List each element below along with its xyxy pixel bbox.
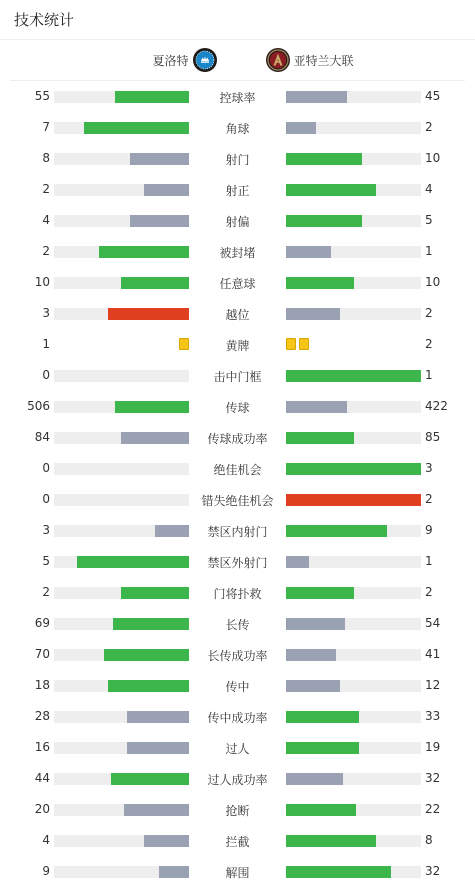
home-stat-bar-fill — [115, 401, 189, 413]
away-stat-bar — [286, 556, 421, 568]
home-stat-value: 18 — [34, 678, 50, 692]
away-stat-value: 54 — [425, 616, 441, 630]
stat-row — [0, 143, 475, 174]
stat-row — [0, 732, 475, 763]
stat-row — [0, 329, 475, 360]
stat-row — [0, 81, 475, 112]
stat-row — [0, 763, 475, 794]
home-stat-bar — [54, 773, 189, 785]
away-stat-bar — [286, 866, 421, 878]
home-stat-bar-fill — [108, 680, 189, 692]
charlotte-fc-logo-icon — [193, 48, 217, 72]
home-stat-value: 10 — [34, 275, 50, 289]
away-stat-value: 422 — [425, 399, 448, 413]
stat-label: 击中门框 — [213, 370, 262, 384]
away-stat-value: 3 — [425, 461, 433, 475]
away-stat-bar-fill — [286, 494, 421, 506]
stat-label: 门将扑救 — [213, 587, 262, 601]
home-stat-bar — [54, 246, 189, 258]
teams-header — [10, 40, 465, 81]
home-stat-bar-fill — [127, 742, 189, 754]
stat-row — [0, 391, 475, 422]
home-stat-bar — [54, 277, 189, 289]
home-stat-bar — [54, 494, 189, 506]
away-stat-bar-fill — [286, 618, 345, 630]
home-stat-bar — [54, 122, 189, 134]
stat-label: 射正 — [225, 184, 250, 198]
away-stat-value: 33 — [425, 709, 441, 723]
home-stat-value: 70 — [34, 647, 50, 661]
stat-row — [0, 236, 475, 267]
home-stat-bar — [54, 804, 189, 816]
away-stat-bar — [286, 587, 421, 599]
home-stat-value: 0 — [42, 461, 50, 475]
home-stat-value: 3 — [42, 306, 50, 320]
home-stat-bar — [54, 711, 189, 723]
home-stat-bar-fill — [130, 153, 189, 165]
home-stat-value: 2 — [42, 244, 50, 258]
away-stat-bar-fill — [286, 308, 340, 320]
yellow-card-icon — [179, 338, 189, 350]
away-stat-bar-fill — [286, 556, 309, 568]
stat-label: 绝佳机会 — [213, 463, 262, 477]
home-stat-bar — [54, 432, 189, 444]
stat-label: 长传成功率 — [207, 649, 268, 663]
away-stat-value: 85 — [425, 430, 441, 444]
away-stat-value: 8 — [425, 833, 433, 847]
home-stat-bar-fill — [84, 122, 189, 134]
home-stat-value: 8 — [42, 151, 50, 165]
home-team-name: 夏洛特 — [152, 53, 189, 68]
away-stat-bar — [286, 463, 421, 475]
away-stat-value: 1 — [425, 368, 433, 382]
home-stat-value: 44 — [34, 771, 50, 785]
home-stat-bar — [54, 308, 189, 320]
away-stat-value: 32 — [425, 864, 441, 878]
stat-row — [0, 205, 475, 236]
home-stat-bar — [54, 153, 189, 165]
home-stat-bar — [54, 587, 189, 599]
home-stat-bar — [54, 618, 189, 630]
stat-row — [0, 360, 475, 391]
home-stat-bar-fill — [104, 649, 189, 661]
away-stat-value: 1 — [425, 244, 433, 258]
atlanta-united-logo-icon — [266, 48, 290, 72]
away-stat-bar-fill — [286, 153, 362, 165]
home-stat-bar-fill — [155, 525, 189, 537]
home-stat-value: 506 — [27, 399, 50, 413]
home-stat-bar-fill — [130, 215, 189, 227]
away-stat-value: 2 — [425, 120, 433, 134]
home-stat-bar — [54, 649, 189, 661]
home-stat-value: 4 — [42, 213, 50, 227]
home-stat-bar — [54, 91, 189, 103]
stat-row — [0, 639, 475, 670]
away-stat-value: 10 — [425, 151, 441, 165]
home-stat-value: 1 — [42, 337, 50, 351]
home-stat-value: 0 — [42, 368, 50, 382]
away-stat-bar-fill — [286, 463, 421, 475]
stat-row — [0, 670, 475, 701]
home-team[interactable] — [152, 48, 216, 72]
yellow-card-icon — [299, 338, 309, 350]
stat-row — [0, 112, 475, 143]
away-stat-value: 45 — [425, 89, 441, 103]
home-stat-value: 69 — [34, 616, 50, 630]
home-stat-bar-fill — [159, 866, 189, 878]
away-stat-bar-fill — [286, 432, 354, 444]
stat-label: 抢断 — [225, 804, 250, 818]
stat-label: 射门 — [225, 153, 250, 167]
away-stat-bar-fill — [286, 122, 316, 134]
stat-row — [0, 577, 475, 608]
home-stat-bar-fill — [99, 246, 189, 258]
home-stat-bar-fill — [144, 835, 189, 847]
home-stat-bar-fill — [111, 773, 189, 785]
away-stat-value: 1 — [425, 554, 433, 568]
away-stat-bar-fill — [286, 649, 336, 661]
away-stat-value: 2 — [425, 306, 433, 320]
away-stat-value: 10 — [425, 275, 441, 289]
home-stat-bar-fill — [77, 556, 189, 568]
away-stat-bar — [286, 742, 421, 754]
stat-row — [0, 546, 475, 577]
away-stat-bar-fill — [286, 370, 421, 382]
away-stat-value: 2 — [425, 492, 433, 506]
away-team[interactable] — [266, 48, 354, 72]
away-stat-bar — [286, 184, 421, 196]
away-stat-bar — [286, 370, 421, 382]
away-stat-value: 12 — [425, 678, 441, 692]
away-stat-bar — [286, 804, 421, 816]
stat-label: 射偏 — [225, 215, 250, 229]
home-stat-bar-fill — [127, 711, 189, 723]
home-stat-value: 2 — [42, 585, 50, 599]
home-stat-bar-fill — [124, 804, 189, 816]
home-stat-value: 28 — [34, 709, 50, 723]
stat-label: 拦截 — [225, 835, 250, 849]
away-stat-value: 5 — [425, 213, 433, 227]
stats-list — [0, 81, 475, 887]
away-stat-value: 41 — [425, 647, 441, 661]
away-stat-bar — [286, 91, 421, 103]
away-stat-value: 4 — [425, 182, 433, 196]
home-stat-bar-fill — [121, 587, 189, 599]
stat-label: 解围 — [225, 866, 250, 880]
away-stat-bar — [286, 835, 421, 847]
home-stat-value: 2 — [42, 182, 50, 196]
stat-label: 传球成功率 — [207, 432, 268, 446]
stat-label: 过人 — [225, 742, 250, 756]
stat-label: 越位 — [225, 308, 250, 322]
away-stat-bar-fill — [286, 711, 359, 723]
away-stat-bar-fill — [286, 525, 387, 537]
away-stat-bar — [286, 680, 421, 692]
home-stat-bar — [54, 370, 189, 382]
section-title: 技术统计 — [0, 0, 475, 40]
stat-label: 传中成功率 — [207, 711, 268, 725]
away-stat-bar — [286, 277, 421, 289]
away-stat-bar-fill — [286, 773, 343, 785]
home-stat-bar — [54, 184, 189, 196]
home-stat-bar-fill — [121, 432, 189, 444]
away-stat-value: 19 — [425, 740, 441, 754]
away-stat-bar — [286, 246, 421, 258]
away-stat-bar — [286, 308, 421, 320]
home-stat-value: 84 — [34, 430, 50, 444]
stat-row — [0, 515, 475, 546]
home-stat-value: 7 — [42, 120, 50, 134]
home-stat-bar-fill — [108, 308, 189, 320]
yellow-card-icon — [286, 338, 296, 350]
home-stat-bar-fill — [115, 91, 189, 103]
away-stat-bar-fill — [286, 866, 391, 878]
home-stat-bar — [54, 525, 189, 537]
away-stat-bar-fill — [286, 680, 340, 692]
away-stat-bar — [286, 215, 421, 227]
away-stat-bar — [286, 494, 421, 506]
home-stat-bar-fill — [121, 277, 189, 289]
home-stat-value: 0 — [42, 492, 50, 506]
stat-row — [0, 453, 475, 484]
away-yellow-cards — [286, 338, 309, 350]
away-stat-bar — [286, 432, 421, 444]
stat-row — [0, 267, 475, 298]
stat-label: 错失绝佳机会 — [201, 494, 274, 508]
home-stat-bar — [54, 680, 189, 692]
away-stat-bar-fill — [286, 742, 359, 754]
away-stat-bar-fill — [286, 215, 362, 227]
away-stat-bar — [286, 153, 421, 165]
home-stat-bar — [54, 742, 189, 754]
away-stat-value: 9 — [425, 523, 433, 537]
stat-row — [0, 825, 475, 856]
stat-label: 控球率 — [219, 91, 256, 105]
stat-label: 角球 — [225, 122, 250, 136]
home-stat-value: 20 — [34, 802, 50, 816]
stat-label: 黄牌 — [225, 339, 250, 353]
away-stat-bar — [286, 401, 421, 413]
away-stat-bar — [286, 122, 421, 134]
away-stat-bar-fill — [286, 804, 356, 816]
stat-label: 传中 — [225, 680, 250, 694]
away-stat-value: 2 — [425, 585, 433, 599]
home-stat-bar-fill — [144, 184, 189, 196]
away-team-name: 亚特兰大联 — [293, 53, 354, 68]
away-stat-value: 32 — [425, 771, 441, 785]
stat-row — [0, 608, 475, 639]
home-stat-bar — [54, 835, 189, 847]
stat-label: 过人成功率 — [207, 773, 268, 787]
away-stat-bar-fill — [286, 184, 376, 196]
stat-row — [0, 701, 475, 732]
stat-row — [0, 422, 475, 453]
stat-row — [0, 174, 475, 205]
home-stat-value: 55 — [34, 89, 50, 103]
home-stat-value: 16 — [34, 740, 50, 754]
away-stat-bar-fill — [286, 91, 347, 103]
away-stat-bar-fill — [286, 277, 354, 289]
home-stat-value: 5 — [42, 554, 50, 568]
home-stat-value: 3 — [42, 523, 50, 537]
away-stat-value: 2 — [425, 337, 433, 351]
away-stat-bar-fill — [286, 246, 331, 258]
home-stat-bar — [54, 463, 189, 475]
stat-label: 禁区外射门 — [207, 556, 268, 570]
stat-label: 禁区内射门 — [207, 525, 268, 539]
stat-row — [0, 794, 475, 825]
stat-row — [0, 484, 475, 515]
away-stat-bar — [286, 649, 421, 661]
stat-label: 传球 — [225, 401, 250, 415]
stat-label: 被封堵 — [219, 246, 256, 260]
home-yellow-cards — [179, 338, 189, 350]
stat-row — [0, 298, 475, 329]
stat-label: 任意球 — [219, 277, 256, 291]
away-stat-value: 22 — [425, 802, 441, 816]
home-stat-bar — [54, 556, 189, 568]
home-stat-bar-fill — [113, 618, 189, 630]
stat-label: 长传 — [225, 618, 250, 632]
home-stat-value: 9 — [42, 864, 50, 878]
home-stat-bar — [54, 215, 189, 227]
away-stat-bar-fill — [286, 401, 347, 413]
away-stat-bar — [286, 711, 421, 723]
home-stat-bar — [54, 401, 189, 413]
home-stat-value: 4 — [42, 833, 50, 847]
stat-row — [0, 856, 475, 887]
away-stat-bar — [286, 773, 421, 785]
away-stat-bar — [286, 525, 421, 537]
away-stat-bar-fill — [286, 587, 354, 599]
away-stat-bar — [286, 618, 421, 630]
home-stat-bar — [54, 866, 189, 878]
away-stat-bar-fill — [286, 835, 376, 847]
